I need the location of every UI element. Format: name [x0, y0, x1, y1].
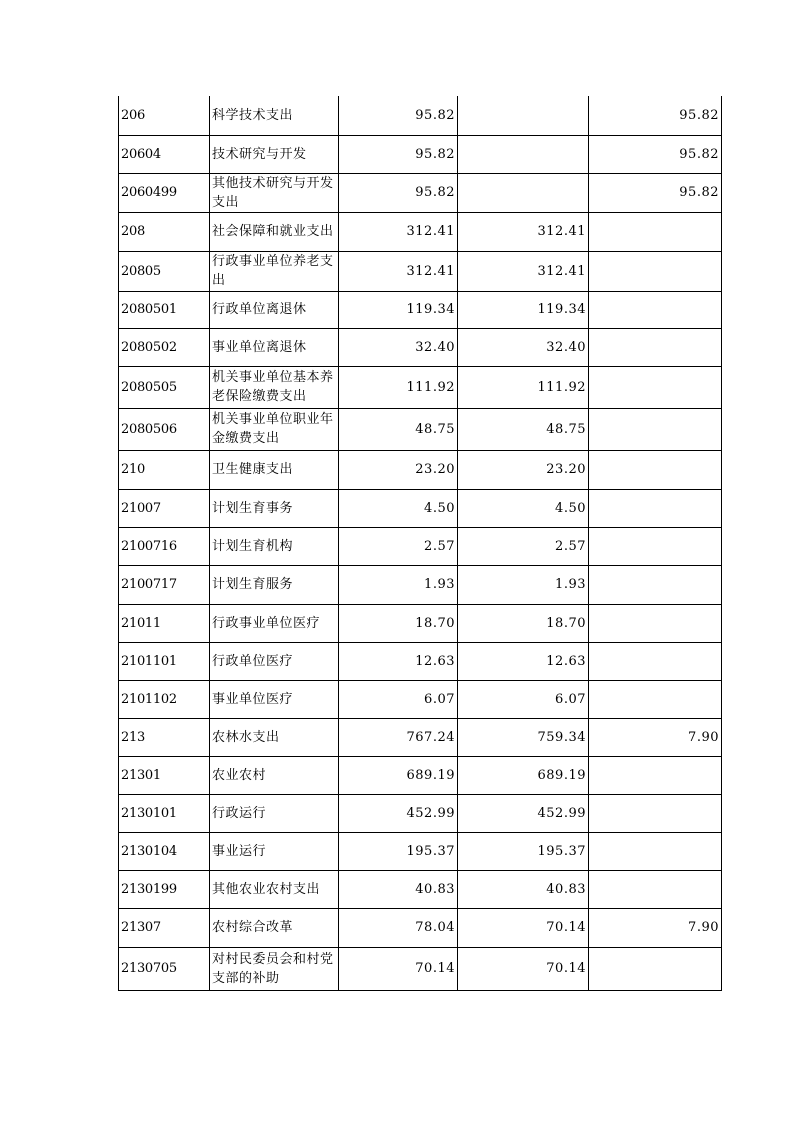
table-row — [119, 794, 722, 832]
total-cell: 70.14 — [339, 947, 458, 990]
project-expenditure-cell — [589, 756, 722, 794]
subject-name-cell: 农村综合改革 — [210, 908, 339, 947]
table-row — [119, 565, 722, 604]
total-cell: 32.40 — [339, 328, 458, 366]
subject-code-cell: 2060499 — [119, 173, 210, 212]
subject-name-cell: 计划生育服务 — [210, 565, 339, 604]
project-expenditure-cell: 7.90 — [589, 908, 722, 947]
table-row — [119, 870, 722, 908]
subject-name-cell: 其他农业农村支出 — [210, 870, 339, 908]
total-cell: 12.63 — [339, 642, 458, 680]
table-row — [119, 135, 722, 173]
project-expenditure-cell — [589, 527, 722, 565]
project-expenditure-cell: 95.82 — [589, 173, 722, 212]
project-expenditure-cell — [589, 832, 722, 870]
basic-expenditure-cell: 2.57 — [458, 527, 589, 565]
project-expenditure-cell — [589, 642, 722, 680]
subject-name-cell: 行政单位离退休 — [210, 291, 339, 328]
subject-code-cell: 213 — [119, 718, 210, 756]
table-row — [119, 604, 722, 642]
subject-name-cell: 事业运行 — [210, 832, 339, 870]
project-expenditure-cell — [589, 604, 722, 642]
subject-name-cell: 农林水支出 — [210, 718, 339, 756]
subject-code-cell: 210 — [119, 450, 210, 489]
subject-code-cell: 2101101 — [119, 642, 210, 680]
subject-code-cell: 2080501 — [119, 291, 210, 328]
total-cell: 767.24 — [339, 718, 458, 756]
total-cell: 95.82 — [339, 173, 458, 212]
total-cell: 119.34 — [339, 291, 458, 328]
basic-expenditure-cell: 689.19 — [458, 756, 589, 794]
total-cell: 48.75 — [339, 408, 458, 450]
total-cell: 4.50 — [339, 489, 458, 527]
subject-code-cell: 21011 — [119, 604, 210, 642]
subject-code-cell: 20805 — [119, 251, 210, 291]
basic-expenditure-cell: 23.20 — [458, 450, 589, 489]
basic-expenditure-cell: 40.83 — [458, 870, 589, 908]
subject-name-cell: 对村民委员会和村党支部的补助 — [210, 947, 339, 990]
subject-name-cell: 卫生健康支出 — [210, 450, 339, 489]
project-expenditure-cell — [589, 212, 722, 251]
subject-name-cell: 科学技术支出 — [210, 96, 339, 135]
subject-code-cell: 21307 — [119, 908, 210, 947]
table-row — [119, 408, 722, 450]
basic-expenditure-cell: 759.34 — [458, 718, 589, 756]
basic-expenditure-cell: 119.34 — [458, 291, 589, 328]
subject-code-cell: 2080505 — [119, 366, 210, 408]
total-cell: 78.04 — [339, 908, 458, 947]
subject-code-cell: 208 — [119, 212, 210, 251]
project-expenditure-cell — [589, 870, 722, 908]
table-row — [119, 366, 722, 408]
total-cell: 195.37 — [339, 832, 458, 870]
basic-expenditure-cell: 70.14 — [458, 908, 589, 947]
total-cell: 312.41 — [339, 251, 458, 291]
subject-name-cell: 事业单位离退休 — [210, 328, 339, 366]
basic-expenditure-cell — [458, 135, 589, 173]
table-row — [119, 680, 722, 718]
table-row — [119, 251, 722, 291]
basic-expenditure-cell: 32.40 — [458, 328, 589, 366]
subject-name-cell: 机关事业单位职业年金缴费支出 — [210, 408, 339, 450]
table-row — [119, 173, 722, 212]
table-row — [119, 489, 722, 527]
project-expenditure-cell — [589, 947, 722, 990]
table-row — [119, 212, 722, 251]
project-expenditure-cell — [589, 408, 722, 450]
table-row — [119, 328, 722, 366]
subject-code-cell: 206 — [119, 96, 210, 135]
basic-expenditure-cell: 48.75 — [458, 408, 589, 450]
total-cell: 23.20 — [339, 450, 458, 489]
basic-expenditure-cell: 195.37 — [458, 832, 589, 870]
table-row — [119, 96, 722, 135]
project-expenditure-cell — [589, 366, 722, 408]
table-row — [119, 450, 722, 489]
project-expenditure-cell: 95.82 — [589, 135, 722, 173]
project-expenditure-cell — [589, 794, 722, 832]
basic-expenditure-cell: 4.50 — [458, 489, 589, 527]
total-cell: 1.93 — [339, 565, 458, 604]
total-cell: 40.83 — [339, 870, 458, 908]
project-expenditure-cell — [589, 251, 722, 291]
table-row — [119, 832, 722, 870]
subject-code-cell: 2130199 — [119, 870, 210, 908]
table-row — [119, 527, 722, 565]
subject-name-cell: 行政事业单位养老支出 — [210, 251, 339, 291]
table-row — [119, 908, 722, 947]
table-row — [119, 642, 722, 680]
subject-name-cell: 社会保障和就业支出 — [210, 212, 339, 251]
total-cell: 111.92 — [339, 366, 458, 408]
subject-name-cell: 计划生育事务 — [210, 489, 339, 527]
total-cell: 2.57 — [339, 527, 458, 565]
project-expenditure-cell: 7.90 — [589, 718, 722, 756]
subject-code-cell: 21301 — [119, 756, 210, 794]
table-row — [119, 756, 722, 794]
project-expenditure-cell — [589, 680, 722, 718]
project-expenditure-cell — [589, 450, 722, 489]
expenditure-table — [118, 96, 722, 991]
total-cell: 312.41 — [339, 212, 458, 251]
subject-code-cell: 2130101 — [119, 794, 210, 832]
subject-name-cell: 计划生育机构 — [210, 527, 339, 565]
subject-code-cell: 2100717 — [119, 565, 210, 604]
subject-code-cell: 2100716 — [119, 527, 210, 565]
total-cell: 6.07 — [339, 680, 458, 718]
basic-expenditure-cell — [458, 96, 589, 135]
basic-expenditure-cell: 111.92 — [458, 366, 589, 408]
basic-expenditure-cell: 452.99 — [458, 794, 589, 832]
subject-code-cell: 2080506 — [119, 408, 210, 450]
subject-name-cell: 机关事业单位基本养老保险缴费支出 — [210, 366, 339, 408]
basic-expenditure-cell: 1.93 — [458, 565, 589, 604]
subject-code-cell: 2130104 — [119, 832, 210, 870]
subject-code-cell: 2130705 — [119, 947, 210, 990]
project-expenditure-cell: 95.82 — [589, 96, 722, 135]
basic-expenditure-cell: 312.41 — [458, 212, 589, 251]
subject-code-cell: 2101102 — [119, 680, 210, 718]
basic-expenditure-cell: 6.07 — [458, 680, 589, 718]
basic-expenditure-cell: 12.63 — [458, 642, 589, 680]
basic-expenditure-cell: 18.70 — [458, 604, 589, 642]
subject-name-cell: 技术研究与开发 — [210, 135, 339, 173]
subject-code-cell: 20604 — [119, 135, 210, 173]
subject-name-cell: 行政单位医疗 — [210, 642, 339, 680]
subject-name-cell: 其他技术研究与开发支出 — [210, 173, 339, 212]
subject-name-cell: 事业单位医疗 — [210, 680, 339, 718]
total-cell: 95.82 — [339, 135, 458, 173]
project-expenditure-cell — [589, 565, 722, 604]
subject-name-cell: 行政运行 — [210, 794, 339, 832]
table-row — [119, 947, 722, 990]
project-expenditure-cell — [589, 328, 722, 366]
basic-expenditure-cell: 312.41 — [458, 251, 589, 291]
total-cell: 95.82 — [339, 96, 458, 135]
subject-name-cell: 行政事业单位医疗 — [210, 604, 339, 642]
subject-code-cell: 21007 — [119, 489, 210, 527]
subject-code-cell: 2080502 — [119, 328, 210, 366]
subject-name-cell: 农业农村 — [210, 756, 339, 794]
basic-expenditure-cell: 70.14 — [458, 947, 589, 990]
project-expenditure-cell — [589, 291, 722, 328]
total-cell: 452.99 — [339, 794, 458, 832]
basic-expenditure-cell — [458, 173, 589, 212]
project-expenditure-cell — [589, 489, 722, 527]
table-row — [119, 291, 722, 328]
total-cell: 18.70 — [339, 604, 458, 642]
total-cell: 689.19 — [339, 756, 458, 794]
table-row — [119, 718, 722, 756]
